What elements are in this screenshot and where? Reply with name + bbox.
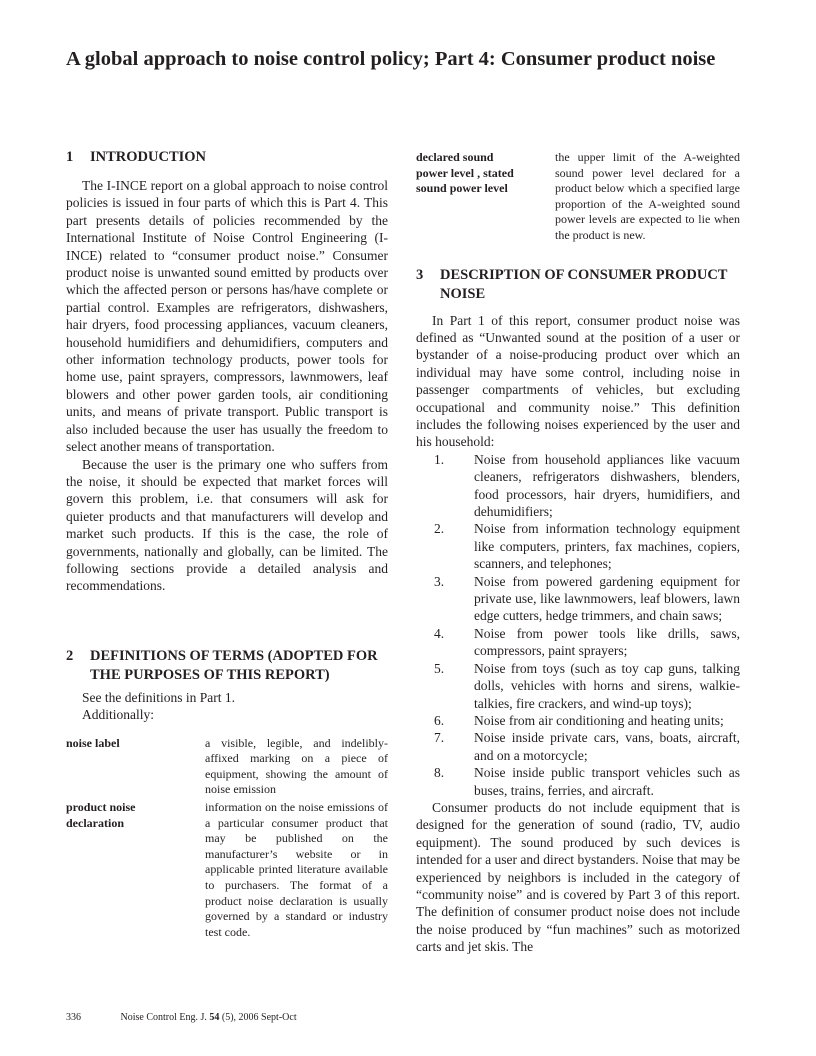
list-number: 2.: [434, 521, 445, 537]
definition-term: declared sound power level , stated sound power level: [416, 150, 514, 196]
list-text: Noise from powered gardening equipment for private use, like lawnmowers, leaf blowers, lawn edge cutters, hedge trimmers, and chain saws;: [474, 573, 740, 624]
paragraph: Consumer products do not include equipment that is designed for the generation of sound (radio, TV, audio equipment). The sound produced by such devices is intended for a user and direct bystanders. Noise that may be experienced by neighbors is included in the category of “community noise” and is covered by Part 3 of this report. The definition of consumer product noise does not include the noise produced by “fun machines” such as motorized carts and jet skis. The: [416, 799, 740, 955]
list-item: [416, 660, 740, 712]
page-footer: [66, 1012, 297, 1023]
definition-body: a visible, legible, and indelibly-affixed marking on a piece of equipment, showing the amount of noise emission: [205, 735, 388, 797]
definition-body: the upper limit of the A-weighted sound power level declared for a product below which a specified large proportion of the A-weighted sound power levels are expected to lie when the product is new.: [555, 150, 740, 242]
section-3-heading: [416, 266, 740, 304]
list-item: [416, 625, 740, 660]
section-1-heading: [66, 148, 388, 167]
list-text: Noise from air conditioning and heating units;: [474, 712, 724, 728]
list-text: Noise inside public transport vehicles such as buses, trains, ferries, and aircraft.: [474, 765, 740, 798]
list-item: [416, 729, 740, 764]
definition-body: information on the noise emissions of a particular consumer product that may be published on the manufacturer’s website or in applicable printed literature available to purchasers. The format of a product noise declaration is usually governed by a standard or industry test code.: [205, 799, 388, 939]
paragraph: Additionally:: [82, 707, 154, 723]
list-item: [416, 764, 740, 799]
list-number: 5.: [434, 660, 445, 676]
list-text: Noise from power tools like drills, saws, compressors, paint sprayers;: [474, 625, 740, 659]
list-item: [416, 712, 740, 729]
paragraph: The I-INCE report on a global approach to noise control policies is issued in four parts of which this is Part 4. This part presents details of policies recommended by the International Institute of Noise Control Engineering (I-INCE) related to “consumer product noise.” Consumer product noise is unwanted sound emitted by products over which the affected person or persons has/have complete or partial control. Examples are refrigerators, dishwashers, hair dryers, food processing appliances, vacuum cleaners, household humidifiers and dehumidifiers, computers and other information technology products, power tools for home use, paint sprayers, compressors, lawnmowers, leaf blowers and other power garden tools, air conditioning units, and means of private transport. Public transport is also included because the user has usually the freedom to select another means of transportation.: [66, 178, 388, 455]
list-number: 4.: [434, 625, 445, 641]
definition-item: [66, 800, 388, 940]
section-title: DESCRIPTION OF CONSUMER PRODUCT NOISE: [440, 266, 728, 302]
list-item: [416, 451, 740, 521]
section-number: 2: [66, 647, 74, 664]
list-text: Noise from household appliances like vacuum cleaners, refrigerators dishwashers, blenders, food processors, hair dryers, humidifiers, and dehumidifiers;: [474, 451, 740, 520]
list-number: 7.: [434, 730, 445, 746]
list-item: [416, 573, 740, 625]
page-title: A global approach to noise control policy; Part 4: Consumer product noise: [66, 48, 716, 70]
paragraph: In Part 1 of this report, consumer product noise was defined as “Unwanted sound at the position of a user or bystander of a noise-producing product over which an individual may have some control, including noise in passenger compartments of vehicles, but excluding occupational and community noise.” This definition includes the following noises experienced by the user and his household:: [416, 312, 740, 450]
section-2-heading: [66, 647, 388, 685]
list-number: 6.: [434, 712, 445, 728]
paragraph: Because the user is the primary one who suffers from the noise, it should be expected that market forces will govern this problem, i.e. that consumers will ask for quieter products and that manufacturers will develop and market such products. If this is the case, the role of governments, nationally and globally, can be limited. The following sections provide a detailed analysis and recommendations.: [66, 456, 388, 594]
list-number: 3.: [434, 573, 445, 589]
section-title: INTRODUCTION: [90, 149, 207, 165]
list-item: [416, 520, 740, 572]
section-number: 3: [416, 266, 424, 283]
definition-term: product noise declaration: [66, 799, 136, 830]
list-number: 1.: [434, 451, 445, 467]
noise-list: [416, 451, 740, 799]
list-text: Noise from toys (such as toy cap guns, talking dolls, vehicles with horns and sirens, walkie-talkies, fire crackers, and wind-up toys);: [474, 660, 740, 711]
definition-term: noise label: [66, 735, 120, 750]
right-column: [416, 150, 740, 956]
journal-issue: (5), 2006 Sept-Oct: [221, 1012, 297, 1023]
page-number: 336: [66, 1012, 81, 1023]
section-title: DEFINITIONS OF TERMS (ADOPTED FOR THE PURPOSES OF THIS REPORT): [90, 647, 378, 683]
list-text: Noise inside private cars, vans, boats, aircraft, and on a motorcycle;: [474, 730, 740, 763]
paragraph: See the definitions in Part 1.: [82, 689, 235, 705]
list-text: Noise from information technology equipment like computers, printers, fax machines, copiers, scanners, and telephones;: [474, 521, 740, 572]
list-number: 8.: [434, 765, 445, 781]
definitions-list: [66, 736, 388, 941]
section-number: 1: [66, 149, 74, 165]
definition-item: [416, 150, 740, 244]
journal-name: Noise Control Eng. J.: [120, 1012, 207, 1023]
definition-item: [66, 736, 388, 798]
left-column: [66, 148, 388, 940]
journal-volume: 54: [209, 1012, 220, 1023]
